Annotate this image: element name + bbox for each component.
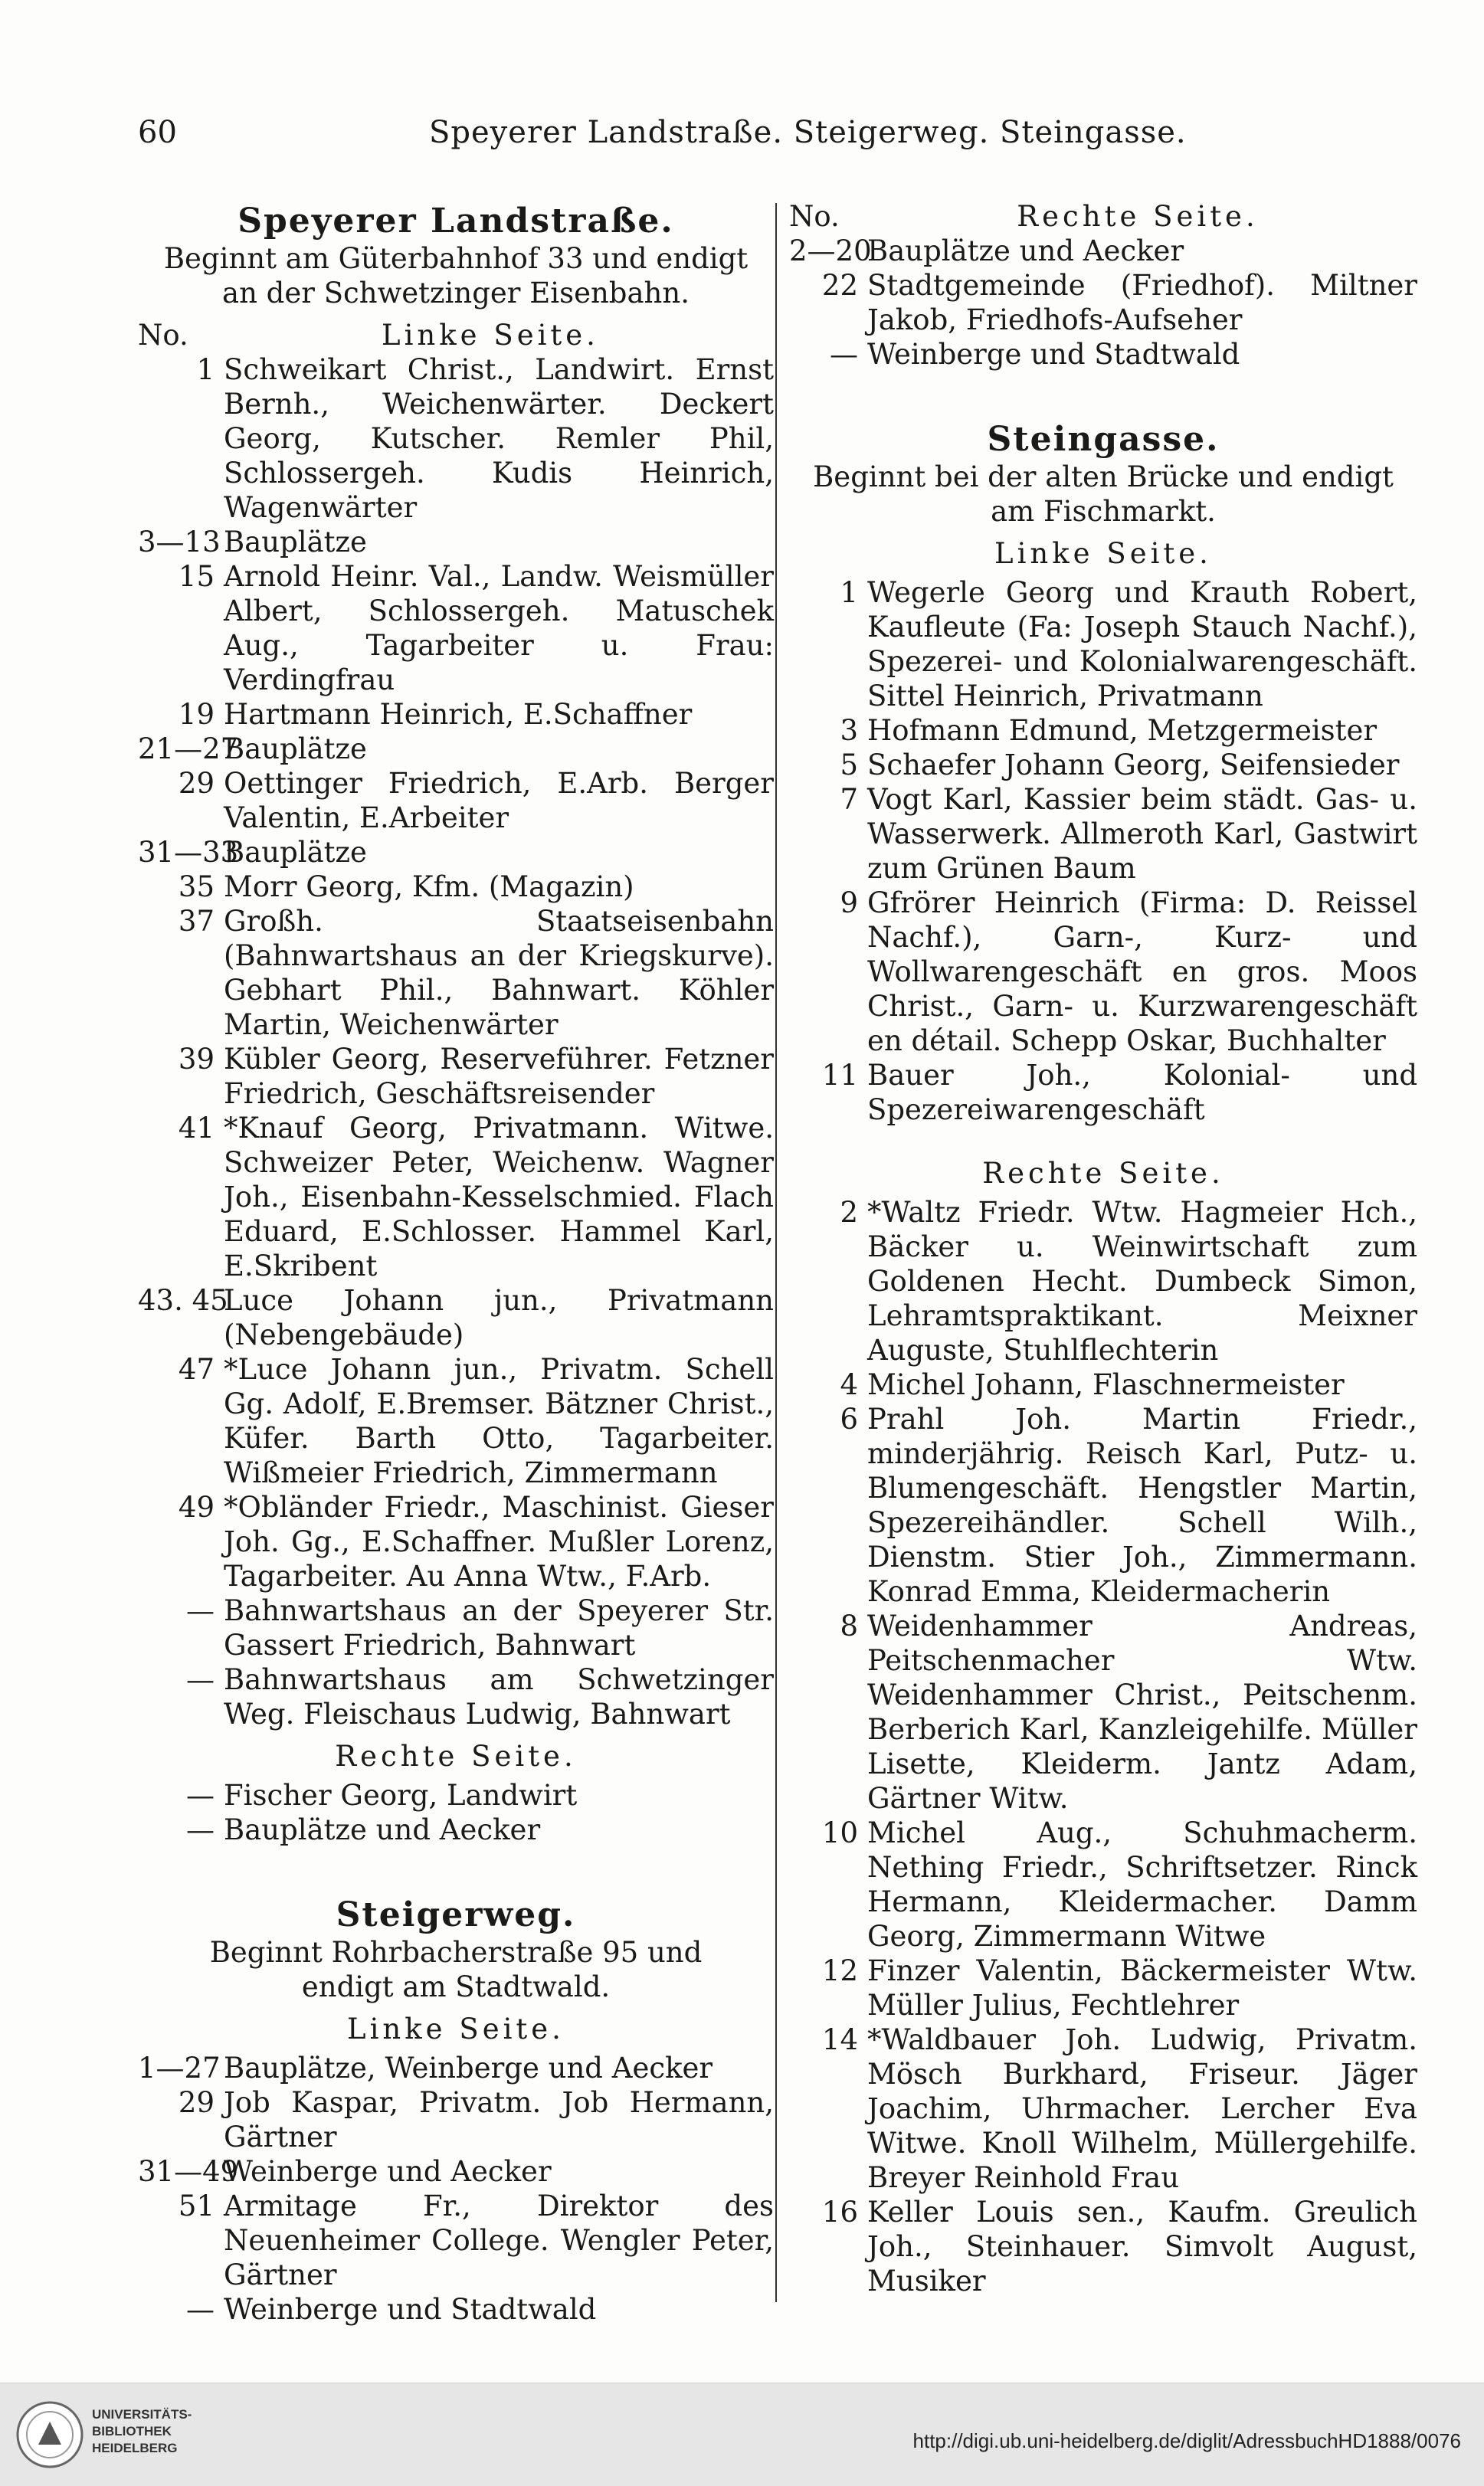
house-number: 8 <box>840 1610 858 1643</box>
house-number: — <box>186 1663 215 1696</box>
entry-list-speyerer-left <box>138 352 774 1731</box>
house-number: — <box>186 1594 215 1627</box>
house-number: 29 <box>178 2086 215 2119</box>
resident-text: Armitage Fr., Direktor des Neuenheimer College. Wengler Peter, Gärtner <box>224 2190 774 2291</box>
house-number: 1 <box>840 576 858 609</box>
resident-text: Bahnwartshaus an der Speyerer Str. Gassert Friedrich, Bahnwart <box>224 1594 774 1662</box>
house-number: — <box>830 338 858 371</box>
resident-text: Bauplätze, Weinberge und Aecker <box>224 2052 713 2085</box>
house-number: 6 <box>840 1403 858 1436</box>
resident-text: Keller Louis sen., Kaufm. Greulich Joh., Steinhauer. Simvolt August, Musiker <box>867 2196 1417 2298</box>
list-item <box>138 870 774 904</box>
resident-text: Luce Johann jun., Privatmann (Nebengebäude) <box>224 1284 774 1351</box>
list-item <box>789 1954 1417 2023</box>
list-item <box>789 1195 1417 1367</box>
library-name-line: BIBLIOTHEK <box>92 2424 172 2439</box>
left-column <box>138 199 774 2327</box>
resident-text: Bauplätze <box>224 526 367 558</box>
house-number: 22 <box>821 269 858 302</box>
house-number: 16 <box>821 2196 858 2229</box>
list-item <box>789 2195 1417 2298</box>
list-item <box>138 732 774 766</box>
column-divider <box>775 203 777 2302</box>
no-label: No. <box>138 319 188 352</box>
list-item <box>138 697 774 732</box>
list-item <box>138 525 774 559</box>
resident-text: Bauplätze und Aecker <box>224 1813 541 1846</box>
street-description-speyerer: Beginnt am Güterbahnhof 33 und endigt an der Schwetzinger Eisenbahn. <box>163 242 749 310</box>
university-library-seal-icon <box>15 2400 84 2469</box>
street-title-speyerer: Speyerer Landstraße. <box>238 201 674 241</box>
library-name-line: HEIDELBERG <box>92 2441 178 2455</box>
resident-text: Bauplätze und Aecker <box>867 234 1184 267</box>
resident-text: *Waltz Friedr. Wtw. Hagmeier Hch., Bäcker u. Weinwirtschaft zum Goldenen Hecht. Dumbeck Simon, Lehramtspraktikant. Meixner Auguste, Stuhlflechterin <box>867 1196 1417 1367</box>
side-label-right: Rechte Seite. <box>1017 200 1259 233</box>
resident-text: Fischer Georg, Landwirt <box>224 1779 578 1812</box>
house-number: 41 <box>178 1112 215 1145</box>
entry-list-steingasse-left <box>789 575 1417 1127</box>
house-number: 14 <box>821 2023 858 2056</box>
resident-text: Weinberge und Aecker <box>224 2155 552 2188</box>
list-item <box>138 1283 774 1352</box>
street-title-steingasse: Steingasse. <box>987 420 1220 459</box>
resident-text: Finzer Valentin, Bäckermeister Wtw. Müller Julius, Fechtlehrer <box>867 1954 1417 2022</box>
resident-text: Bauplätze <box>224 732 367 765</box>
list-item <box>138 766 774 835</box>
page-header <box>138 115 1410 161</box>
library-name-line: UNIVERSITÄTS- <box>92 2407 192 2422</box>
resident-text: Schaefer Johann Georg, Seifensieder <box>867 748 1400 781</box>
resident-text: Bauer Joh., Kolonial- und Spezereiwarengeschäft <box>867 1059 1417 1126</box>
resident-text: Gfrörer Heinrich (Firma: D. Reissel Nachf.), Garn-, Kurz- und Wollwarengeschäft en gros. Moos Christ., Garn- u. Kurzwarengeschäft en détail. Schepp Oskar, Buchhalter <box>867 886 1417 1057</box>
footer-bar <box>0 2383 1484 2486</box>
house-number: 19 <box>178 698 215 731</box>
side-label-left: Linke Seite. <box>994 537 1212 570</box>
house-number: 43. 45 <box>138 1284 228 1317</box>
resident-text: *Obländer Friedr., Maschinist. Gieser Joh. Gg., E.Schaffner. Mußler Lorenz, Tagarbeiter. Au Anna Wtw., F.Arb. <box>224 1491 774 1593</box>
house-number: 31—33 <box>138 836 239 869</box>
house-number: 47 <box>178 1353 215 1386</box>
list-item <box>789 713 1417 748</box>
house-number: 9 <box>840 886 858 919</box>
list-item <box>789 268 1417 337</box>
house-number: 1—27 <box>138 2052 221 2085</box>
list-item <box>138 2051 774 2085</box>
resident-text: Kübler Georg, Reserveführer. Fetzner Friedrich, Geschäftsreisender <box>224 1043 774 1110</box>
list-item <box>789 2023 1417 2195</box>
list-item <box>138 559 774 697</box>
column-heading <box>138 318 774 352</box>
list-item <box>138 904 774 1042</box>
list-item <box>138 352 774 525</box>
house-number: 2 <box>840 1196 858 1229</box>
no-label: No. <box>789 200 840 233</box>
resident-text: Hartmann Heinrich, E.Schaffner <box>224 698 693 731</box>
resident-text: Großh. Staatseisenbahn (Bahnwartshaus an der Kriegskurve). Gebhart Phil., Bahnwart. Köhler Martin, Weichenwärter <box>224 905 774 1041</box>
entry-list-speyerer-right <box>138 1778 774 1847</box>
resident-text: Weidenhammer Andreas, Peitschenmacher Wtw. Weidenhammer Christ., Peitschenm. Berberich Karl, Kanzleigehilfe. Müller Lisette, Kleiderm. Jantz Adam, Gärtner Witw. <box>867 1610 1417 1815</box>
list-item <box>789 337 1417 372</box>
resident-text: Wegerle Georg und Krauth Robert, Kaufleute (Fa: Joseph Stauch Nachf.), Spezerei- und Kolonialwarengeschäft. Sittel Heinrich, Privatmann <box>867 576 1417 712</box>
list-item <box>789 1058 1417 1127</box>
resident-text: Morr Georg, Kfm. (Magazin) <box>224 870 634 903</box>
list-item <box>138 835 774 870</box>
resident-text: *Luce Johann jun., Privatm. Schell Gg. Adolf, E.Bremser. Bätzner Christ., Küfer. Barth Otto, Tagarbeiter. Wißmeier Friedrich, Zimmermann <box>224 1353 774 1489</box>
list-item <box>789 886 1417 1058</box>
right-column <box>789 199 1417 2298</box>
house-number: 3—13 <box>138 526 221 558</box>
resident-text: Michel Aug., Schuhmacherm. Nething Friedr., Schriftsetzer. Rinck Hermann, Kleidermacher. Damm Georg, Zimmermann Witwe <box>867 1816 1417 1953</box>
column-heading <box>789 199 1417 234</box>
house-number: 31—49 <box>138 2155 239 2188</box>
list-item <box>138 1813 774 1847</box>
house-number: 51 <box>178 2190 215 2222</box>
entry-list-speyerer-right-cont <box>789 234 1417 372</box>
list-item <box>138 1593 774 1662</box>
list-item <box>789 1367 1417 1402</box>
side-label-left: Linke Seite. <box>382 319 599 352</box>
resident-text: Hofmann Edmund, Metzgermeister <box>867 714 1378 747</box>
running-head: Speyerer Landstraße. Steigerweg. Steingasse. <box>429 115 1187 150</box>
house-number: 37 <box>178 905 215 938</box>
house-number: — <box>186 1779 215 1812</box>
house-number: 35 <box>178 870 215 903</box>
house-number: 11 <box>821 1059 858 1092</box>
resident-text: Vogt Karl, Kassier beim städt. Gas- u. Wasserwerk. Allmeroth Karl, Gastwirt zum Grünen Baum <box>867 783 1417 885</box>
street-description-steigerweg: Beginnt Rohrbacherstraße 95 und endigt am Stadtwald. <box>209 1936 703 2003</box>
house-number: — <box>186 2293 215 2326</box>
list-item <box>789 748 1417 782</box>
source-url-link[interactable]: http://digi.ub.uni-heidelberg.de/diglit/AdressbuchHD1888/0076 <box>912 2429 1461 2452</box>
resident-text: Prahl Joh. Martin Friedr., minderjährig. Reisch Karl, Putz- u. Blumengeschäft. Hengstler Martin, Spezereihändler. Schell Wilh., Dienstm. Stier Joh., Zimmermann. Konrad Emma, Kleidermacherin <box>867 1403 1417 1608</box>
resident-text: Weinberge und Stadtwald <box>867 338 1240 371</box>
resident-text: *Knauf Georg, Privatmann. Witwe. Schweizer Peter, Weichenw. Wagner Joh., Eisenbahn-Kesselschmied. Flach Eduard, E.Schlosser. Hammel Karl, E.Skribent <box>224 1112 774 1282</box>
entry-list-steigerweg-left <box>138 2051 774 2327</box>
list-item <box>138 2189 774 2292</box>
resident-text: Schweikart Christ., Landwirt. Ernst Bernh., Weichenwärter. Deckert Georg, Kutscher. Remler Phil, Schlossergeh. Kudis Heinrich, Wagenwärter <box>224 353 774 524</box>
resident-text: Job Kaspar, Privatm. Job Hermann, Gärtner <box>224 2086 774 2154</box>
house-number: 5 <box>840 748 858 781</box>
list-item <box>789 1402 1417 1609</box>
house-number: 29 <box>178 767 215 800</box>
list-item <box>138 1778 774 1813</box>
resident-text: Michel Johann, Flaschnermeister <box>867 1368 1345 1401</box>
list-item <box>138 1490 774 1593</box>
list-item <box>789 1609 1417 1816</box>
house-number: 4 <box>840 1368 858 1401</box>
side-label-right: Rechte Seite. <box>335 1740 577 1773</box>
entry-list-steingasse-right <box>789 1195 1417 2298</box>
list-item <box>138 1042 774 1111</box>
house-number: 39 <box>178 1043 215 1076</box>
list-item <box>138 2154 774 2189</box>
resident-text: *Waldbauer Joh. Ludwig, Privatm. Mösch Burkhard, Friseur. Jäger Joachim, Uhrmacher. Lercher Eva Witwe. Knoll Wilhelm, Müllergehilfe. Breyer Reinhold Frau <box>867 2023 1417 2194</box>
list-item <box>789 234 1417 268</box>
resident-text: Bahnwartshaus am Schwetzinger Weg. Fleischaus Ludwig, Bahnwart <box>224 1663 774 1731</box>
resident-text: Bauplätze <box>224 836 367 869</box>
library-name <box>92 2406 192 2457</box>
house-number: 10 <box>821 1816 858 1849</box>
list-item <box>138 1662 774 1731</box>
list-item <box>789 782 1417 886</box>
house-number: 21—27 <box>138 732 239 765</box>
list-item <box>138 2085 774 2154</box>
street-title-steigerweg: Steigerweg. <box>336 1895 576 1934</box>
list-item <box>138 1352 774 1490</box>
list-item <box>789 575 1417 713</box>
street-description-steingasse: Beginnt bei der alten Brücke und endigt am Fischmarkt. <box>813 460 1394 528</box>
list-item <box>789 1816 1417 1954</box>
list-item <box>138 1111 774 1283</box>
house-number: — <box>186 1813 215 1846</box>
house-number: 3 <box>840 714 858 747</box>
house-number: 49 <box>178 1491 215 1524</box>
house-number: 7 <box>840 783 858 816</box>
house-number: 1 <box>196 353 215 386</box>
resident-text: Stadtgemeinde (Friedhof). Miltner Jakob, Friedhofs-Aufseher <box>867 269 1417 336</box>
house-number: 2—20 <box>789 234 872 267</box>
list-item <box>138 2292 774 2327</box>
side-label-left: Linke Seite. <box>347 2013 565 2045</box>
page-number: 60 <box>138 115 177 150</box>
resident-text: Oettinger Friedrich, E.Arb. Berger Valentin, E.Arbeiter <box>224 767 774 834</box>
side-label-right: Rechte Seite. <box>982 1157 1224 1190</box>
house-number: 12 <box>821 1954 858 1987</box>
resident-text: Weinberge und Stadtwald <box>224 2293 597 2326</box>
resident-text: Arnold Heinr. Val., Landw. Weismüller Albert, Schlossergeh. Matuschek Aug., Tagarbeiter u. Frau: Verdingfrau <box>224 560 774 696</box>
house-number: 15 <box>178 560 215 593</box>
